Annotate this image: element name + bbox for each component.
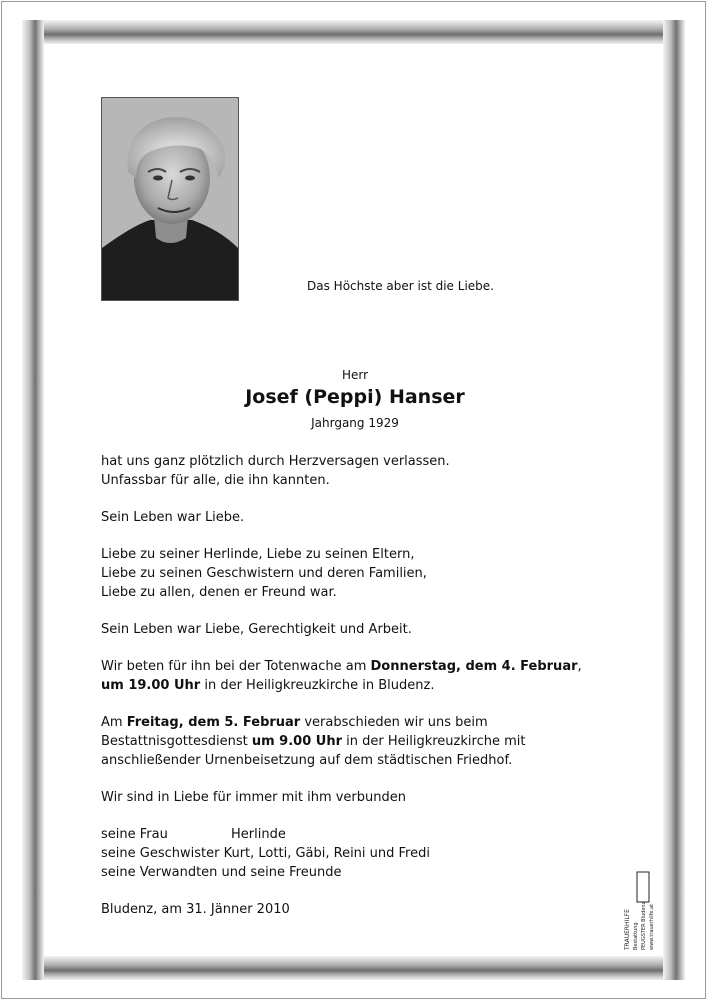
wake-time: um 19.00 Uhr [101,678,201,693]
text-fragment: , [577,659,582,674]
text-line: hat uns ganz plötzlich durch Herzversagen verlassen. [101,454,450,469]
service-info-line [101,713,601,732]
logo-line-4: www.trauerhilfe.at [649,903,655,950]
text-fragment: in der Heiligkreuzkirche in Bludenz. [200,678,435,693]
text-line: Liebe zu seiner Herlinde, Liebe zu seinen Eltern, [101,547,415,562]
mourner-row [101,863,601,882]
mourner-relation: seine Frau [101,827,168,842]
logo-line-1: TRAUERHILFE [624,909,631,950]
logo-line-3: PEUGSTER Bludenz [641,901,647,950]
mourner-relation: seine Geschwister [101,846,220,861]
text-fragment: in der Heiligkreuzkirche mit [342,734,526,749]
mourner-names: Herlinde [231,827,286,842]
birth-year: Jahrgang 1929 [311,416,399,430]
text-fragment: Am [101,715,127,730]
border-left [22,20,44,980]
text-line: Unfassbar für alle, die ihn kannten. [101,473,330,488]
service-time: um 9.00 Uhr [251,734,343,749]
border-right [663,20,685,980]
portrait-photo [101,97,239,301]
funeral-home-logo [620,842,660,952]
text-line: anschließender Urnenbeisetzung auf dem städtischen Friedhof. [101,753,513,768]
wake-info-line [101,657,601,676]
obituary-text [101,452,601,919]
mourners-list [101,825,601,882]
service-date: Freitag, dem 5. Februar [126,715,301,730]
border-top [22,20,684,44]
mourner-row [101,825,601,844]
text-line: Wir sind in Liebe für immer mit ihm verbunden [101,790,406,805]
text-line: Sein Leben war Liebe. [101,510,245,525]
text-line: Liebe zu seinen Geschwistern und deren Familien, [101,566,427,581]
deceased-name: Josef (Peppi) Hanser [245,386,465,408]
service-info-line [101,732,601,751]
wake-info-line [101,676,601,695]
text-fragment: verabschieden wir uns beim [300,715,488,730]
border-bottom [22,956,684,980]
mourner-names: Kurt, Lotti, Gäbi, Reini und Fredi [223,846,430,861]
salutation: Herr [341,368,369,382]
wake-date: Donnerstag, dem 4. Februar [370,659,578,674]
mourner-row [101,844,601,863]
logo-line-2: Bestattung [633,922,639,950]
text-fragment: Wir beten für ihn bei der Totenwache am [101,659,371,674]
text-line: Liebe zu allen, denen er Freund war. [101,585,337,600]
text-line: Sein Leben war Liebe, Gerechtigkeit und Arbeit. [101,622,412,637]
mourner-relation: seine Verwandten und seine Freunde [101,865,342,880]
motto-quote: Das Höchste aber ist die Liebe. [307,279,494,293]
place-date: Bludenz, am 31. Jänner 2010 [101,902,290,917]
text-fragment: Bestattnisgottesdienst [101,734,252,749]
